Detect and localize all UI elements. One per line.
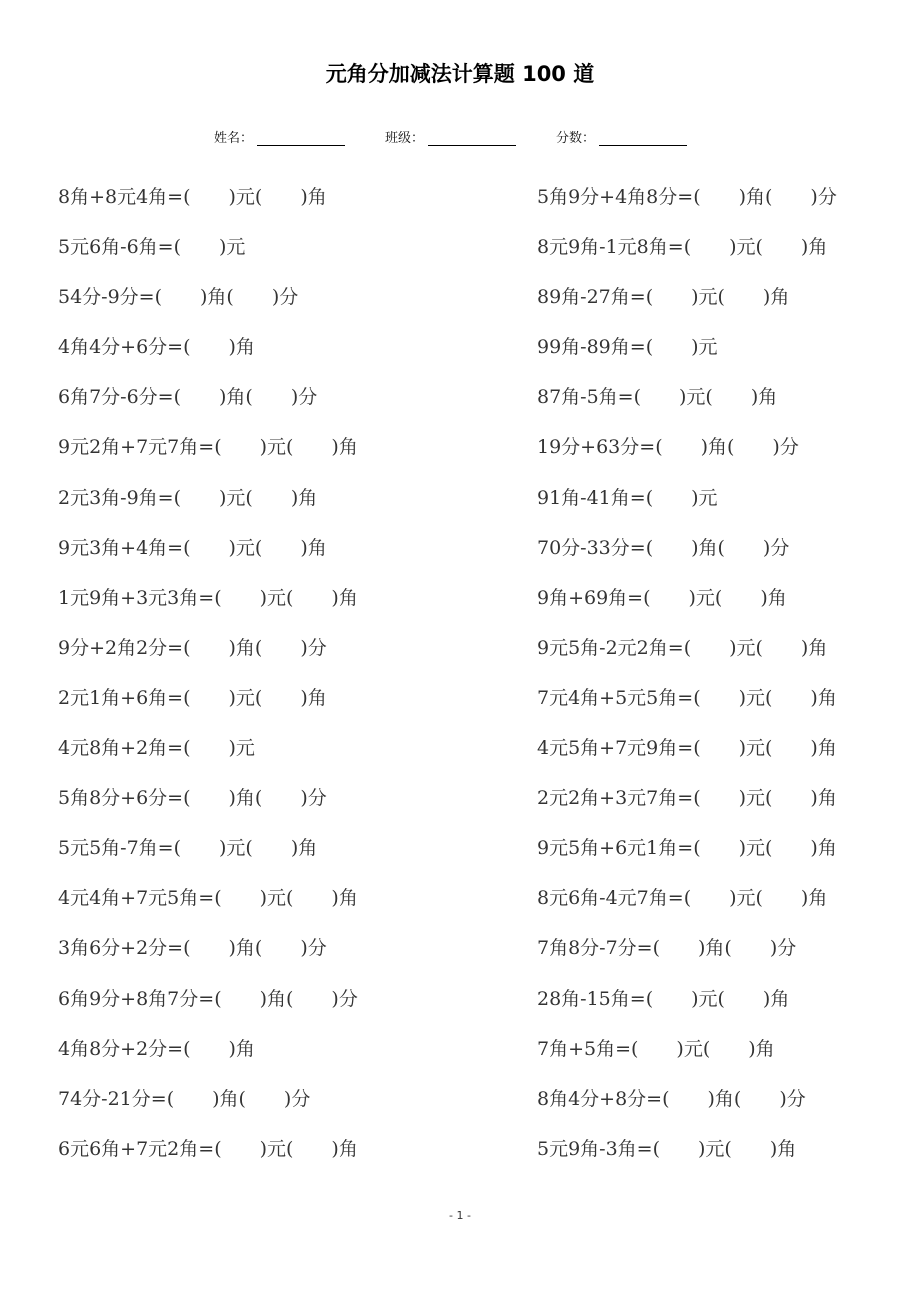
problem-item: 8元6角-4元7角=( )元( )角 bbox=[537, 887, 828, 910]
problem-item: 9元5角-2元2角=( )元( )角 bbox=[537, 636, 828, 659]
problem-item: 4元8角+2角=( )元 bbox=[58, 737, 255, 760]
page-title: 元角分加减法计算题 100 道 bbox=[325, 62, 595, 86]
class-label: 班级： bbox=[385, 131, 425, 146]
score-field bbox=[556, 127, 687, 146]
problem-item: 2元3角-9角=( )元( )角 bbox=[58, 486, 318, 509]
problem-item: 3角6分+2分=( )角( )分 bbox=[58, 937, 327, 960]
problem-item: 7元4角+5元5角=( )元( )角 bbox=[537, 686, 837, 709]
problem-item: 8角4分+8分=( )角( )分 bbox=[537, 1087, 806, 1110]
problem-item: 5角9分+4角8分=( )角( )分 bbox=[537, 186, 837, 208]
problems-right-column bbox=[537, 183, 837, 1185]
problem-item: 4元5角+7元9角=( )元( )角 bbox=[537, 737, 837, 760]
name-field bbox=[214, 127, 345, 146]
problem-item: 89角-27角=( )元( )角 bbox=[537, 286, 790, 309]
problem-item: 2元2角+3元7角=( )元( )角 bbox=[537, 787, 837, 810]
page-number: - 1 - bbox=[449, 1209, 471, 1222]
name-blank[interactable] bbox=[257, 129, 345, 146]
problem-item: 54分-9分=( )角( )分 bbox=[58, 286, 299, 309]
problem-item: 2元1角+6角=( )元( )角 bbox=[58, 686, 327, 709]
problem-item: 5元5角-7角=( )元( )角 bbox=[58, 837, 318, 860]
problem-item: 7角8分-7分=( )角( )分 bbox=[537, 937, 797, 960]
problem-item: 5角8分+6分=( )角( )分 bbox=[58, 787, 327, 810]
score-label: 分数： bbox=[556, 131, 596, 146]
problem-item: 91角-41角=( )元 bbox=[537, 486, 718, 509]
problem-item: 99角-89角=( )元 bbox=[537, 336, 718, 359]
problem-item: 87角-5角=( )元( )角 bbox=[537, 386, 778, 409]
class-blank[interactable] bbox=[428, 129, 516, 146]
problem-item: 4角4分+6分=( )角 bbox=[58, 336, 255, 359]
problem-item: 5元9角-3角=( )元( )角 bbox=[537, 1137, 797, 1160]
problem-item: 9角+69角=( )元( )角 bbox=[537, 586, 787, 609]
problem-item: 28角-15角=( )元( )角 bbox=[537, 987, 790, 1010]
problem-item: 9元2角+7元7角=( )元( )角 bbox=[58, 436, 358, 459]
problem-item: 7角+5角=( )元( )角 bbox=[537, 1037, 775, 1060]
problems-left-column bbox=[58, 183, 358, 1185]
problem-item: 19分+63分=( )角( )分 bbox=[537, 436, 799, 459]
class-field bbox=[385, 127, 516, 146]
problem-item: 1元9角+3元3角=( )元( )角 bbox=[58, 586, 358, 609]
score-blank[interactable] bbox=[599, 129, 687, 146]
problem-item: 4角8分+2分=( )角 bbox=[58, 1037, 255, 1060]
problem-item: 6角7分-6分=( )角( )分 bbox=[58, 386, 318, 409]
problem-item: 8角+8元4角=( )元( )角 bbox=[58, 186, 327, 208]
problem-item: 74分-21分=( )角( )分 bbox=[58, 1087, 311, 1110]
problem-item: 4元4角+7元5角=( )元( )角 bbox=[58, 887, 358, 910]
problem-item: 9元3角+4角=( )元( )角 bbox=[58, 536, 327, 559]
problem-item: 9分+2角2分=( )角( )分 bbox=[58, 636, 327, 659]
problem-item: 8元9角-1元8角=( )元( )角 bbox=[537, 236, 828, 259]
student-info-fields bbox=[214, 126, 727, 146]
problem-item: 9元5角+6元1角=( )元( )角 bbox=[537, 837, 837, 860]
problem-item: 5元6角-6角=( )元 bbox=[58, 236, 246, 259]
problem-item: 6角9分+8角7分=( )角( )分 bbox=[58, 987, 358, 1010]
problem-item: 70分-33分=( )角( )分 bbox=[537, 536, 790, 559]
problem-item: 6元6角+7元2角=( )元( )角 bbox=[58, 1137, 358, 1160]
name-label: 姓名： bbox=[214, 131, 254, 146]
